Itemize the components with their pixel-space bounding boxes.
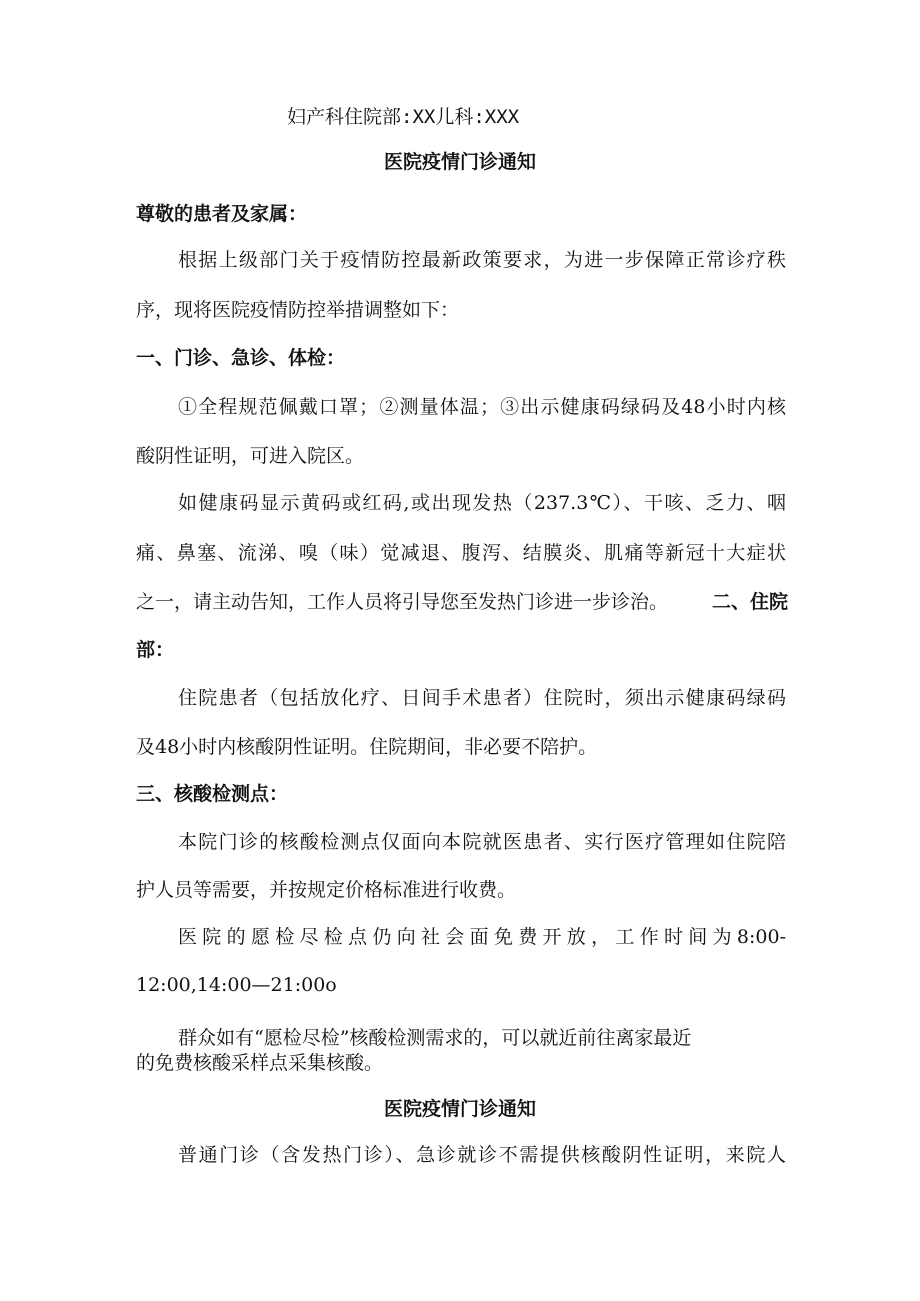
sec3-para1-line2: 护人员等需要，并按规定价格标准进行收费。: [136, 879, 517, 901]
document-title: 医院疫情门诊通知: [383, 151, 536, 173]
section-2-heading-part2: 部：: [136, 639, 175, 661]
sec1-para2-line2: 痛、鼻塞、流涕、嗅（味）觉减退、腹泻、结膜炎、肌痛等新冠十大症状: [136, 542, 786, 564]
section-3-heading: 三、核酸检测点：: [136, 783, 289, 805]
intro-line-2: 序，现将医院疫情防控举措调整如下：: [136, 299, 460, 321]
section-1-heading: 一、门诊、急诊、体检：: [136, 347, 346, 369]
section-2-heading-part1: 二、住院: [711, 591, 788, 613]
sec1-para1-line2: 酸阴性证明，可进入院区。: [136, 445, 365, 467]
final-line: 普通门诊（含发热门诊）、急诊就诊不需提供核酸阴性证明，来院人: [178, 1144, 786, 1166]
document-title-repeat: 医院疫情门诊通知: [383, 1098, 536, 1120]
sec1-para1-line1: ①全程规范佩戴口罩；②测量体温；③出示健康码绿码及48小时内核: [178, 396, 786, 418]
sec3-para3-line2: 的免费核酸采样点采集核酸。: [136, 1052, 384, 1074]
sec1-para2-line1: 如健康码显示黄码或红码,或出现发热（237.3℃）、干咳、乏力、咽: [178, 492, 786, 514]
salutation: 尊敬的患者及家属：: [136, 203, 308, 225]
department-line: 妇产科住院部:XX儿科:XXX: [287, 106, 520, 128]
sec3-para2-line1: 医院的愿检尽检点仍向社会面免费开放，工作时间为8:00-: [178, 926, 786, 948]
sec2-para1-line2: 及48小时内核酸阴性证明。住院期间，非必要不陪护。: [136, 736, 598, 758]
intro-line-1: 根据上级部门关于疫情防控最新政策要求，为进一步保障正常诊疗秩: [178, 249, 786, 271]
sec3-para3-line1: 群众如有“愿检尽检”核酸检测需求的，可以就近前往离家最近: [178, 1027, 692, 1049]
sec2-para1-line1: 住院患者（包括放化疗、日间手术患者）住院时，须出示健康码绿码: [178, 687, 786, 709]
sec3-para1-line1: 本院门诊的核酸检测点仅面向本院就医患者、实行医疗管理如住院陪: [178, 831, 786, 853]
sec3-para2-line2: 12:00,14:00—21:00o: [136, 974, 337, 996]
sec1-para2-line3: 之一，请主动告知，工作人员将引导您至发热门诊进一步诊治。: [136, 591, 669, 613]
